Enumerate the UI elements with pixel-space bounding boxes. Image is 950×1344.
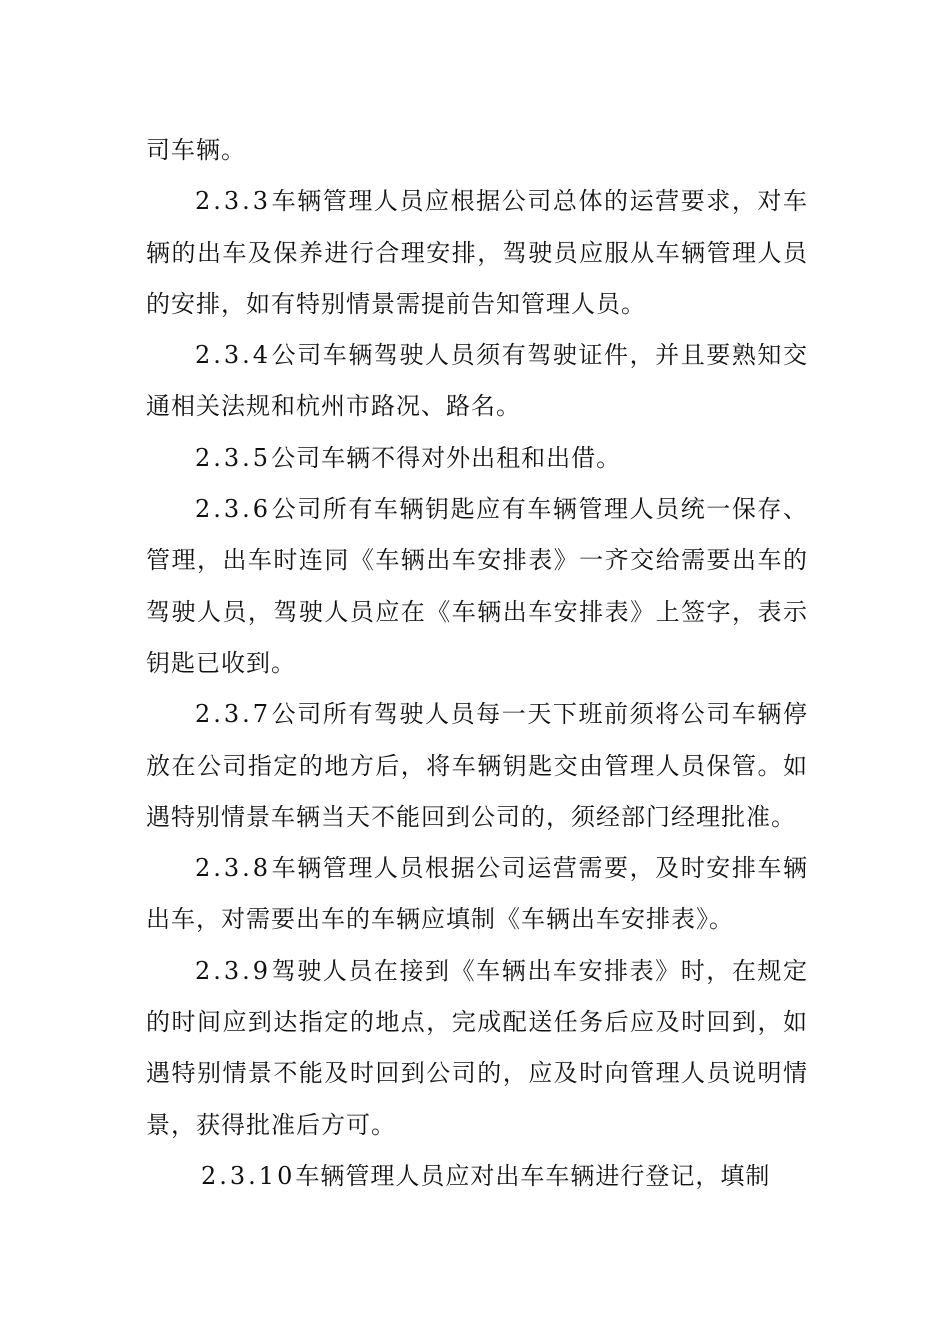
document-body — [146, 125, 808, 1202]
clause-number: 2.3.10 — [201, 1161, 296, 1190]
clause-number: 2.3.6 — [195, 495, 272, 524]
paragraph-2-3-10 — [146, 1151, 808, 1202]
paragraph-continuation — [146, 125, 808, 176]
paragraph-2-3-4 — [146, 330, 808, 433]
paragraph-text: 驾驶人员在接到《车辆出车安排表》时，在规定的时间应到达指定的地点，完成配送任务后应及时回到，如遇特别情景不能及时回到公司的，应及时向管理人员说明情景，获得批准后方可。 — [146, 956, 808, 1139]
paragraph-text: 公司车辆驾驶人员须有驾驶证件，并且要熟知交通相关法规和杭州市路况、路名。 — [146, 341, 808, 421]
clause-number: 2.3.9 — [195, 956, 272, 985]
paragraph-text: 司车辆。 — [146, 136, 246, 164]
paragraph-2-3-6 — [146, 484, 808, 689]
paragraph-2-3-8 — [146, 843, 808, 946]
clause-number: 2.3.7 — [195, 700, 272, 729]
clause-number: 2.3.5 — [195, 443, 272, 472]
paragraph-2-3-3 — [146, 176, 808, 330]
clause-number: 2.3.4 — [195, 341, 272, 370]
paragraph-2-3-9 — [146, 946, 808, 1151]
paragraph-2-3-5 — [146, 433, 808, 484]
paragraph-text: 车辆管理人员应根据公司总体的运营要求，对车辆的出车及保养进行合理安排，驾驶员应服从车辆管理人员的安排，如有特别情景需提前告知管理人员。 — [146, 187, 808, 318]
paragraph-text: 车辆管理人员根据公司运营需要，及时安排车辆出车，对需要出车的车辆应填制《车辆出车安排表》。 — [146, 854, 808, 934]
paragraph-text: 公司所有车辆钥匙应有车辆管理人员统一保存、管理，出车时连同《车辆出车安排表》一齐交给需要出车的驾驶人员，驾驶人员应在《车辆出车安排表》上签字，表示钥匙已收到。 — [146, 495, 808, 677]
paragraph-text: 公司所有驾驶人员每一天下班前须将公司车辆停放在公司指定的地方后，将车辆钥匙交由管理人员保管。如遇特别情景车辆当天不能回到公司的，须经部门经理批准。 — [146, 700, 808, 831]
clause-number: 2.3.3 — [195, 187, 272, 216]
paragraph-text: 车辆管理人员应对出车车辆进行登记，填制 — [295, 1161, 771, 1190]
paragraph-2-3-7 — [146, 689, 808, 843]
paragraph-text: 公司车辆不得对外出租和出借。 — [271, 443, 622, 472]
clause-number: 2.3.8 — [195, 854, 272, 883]
